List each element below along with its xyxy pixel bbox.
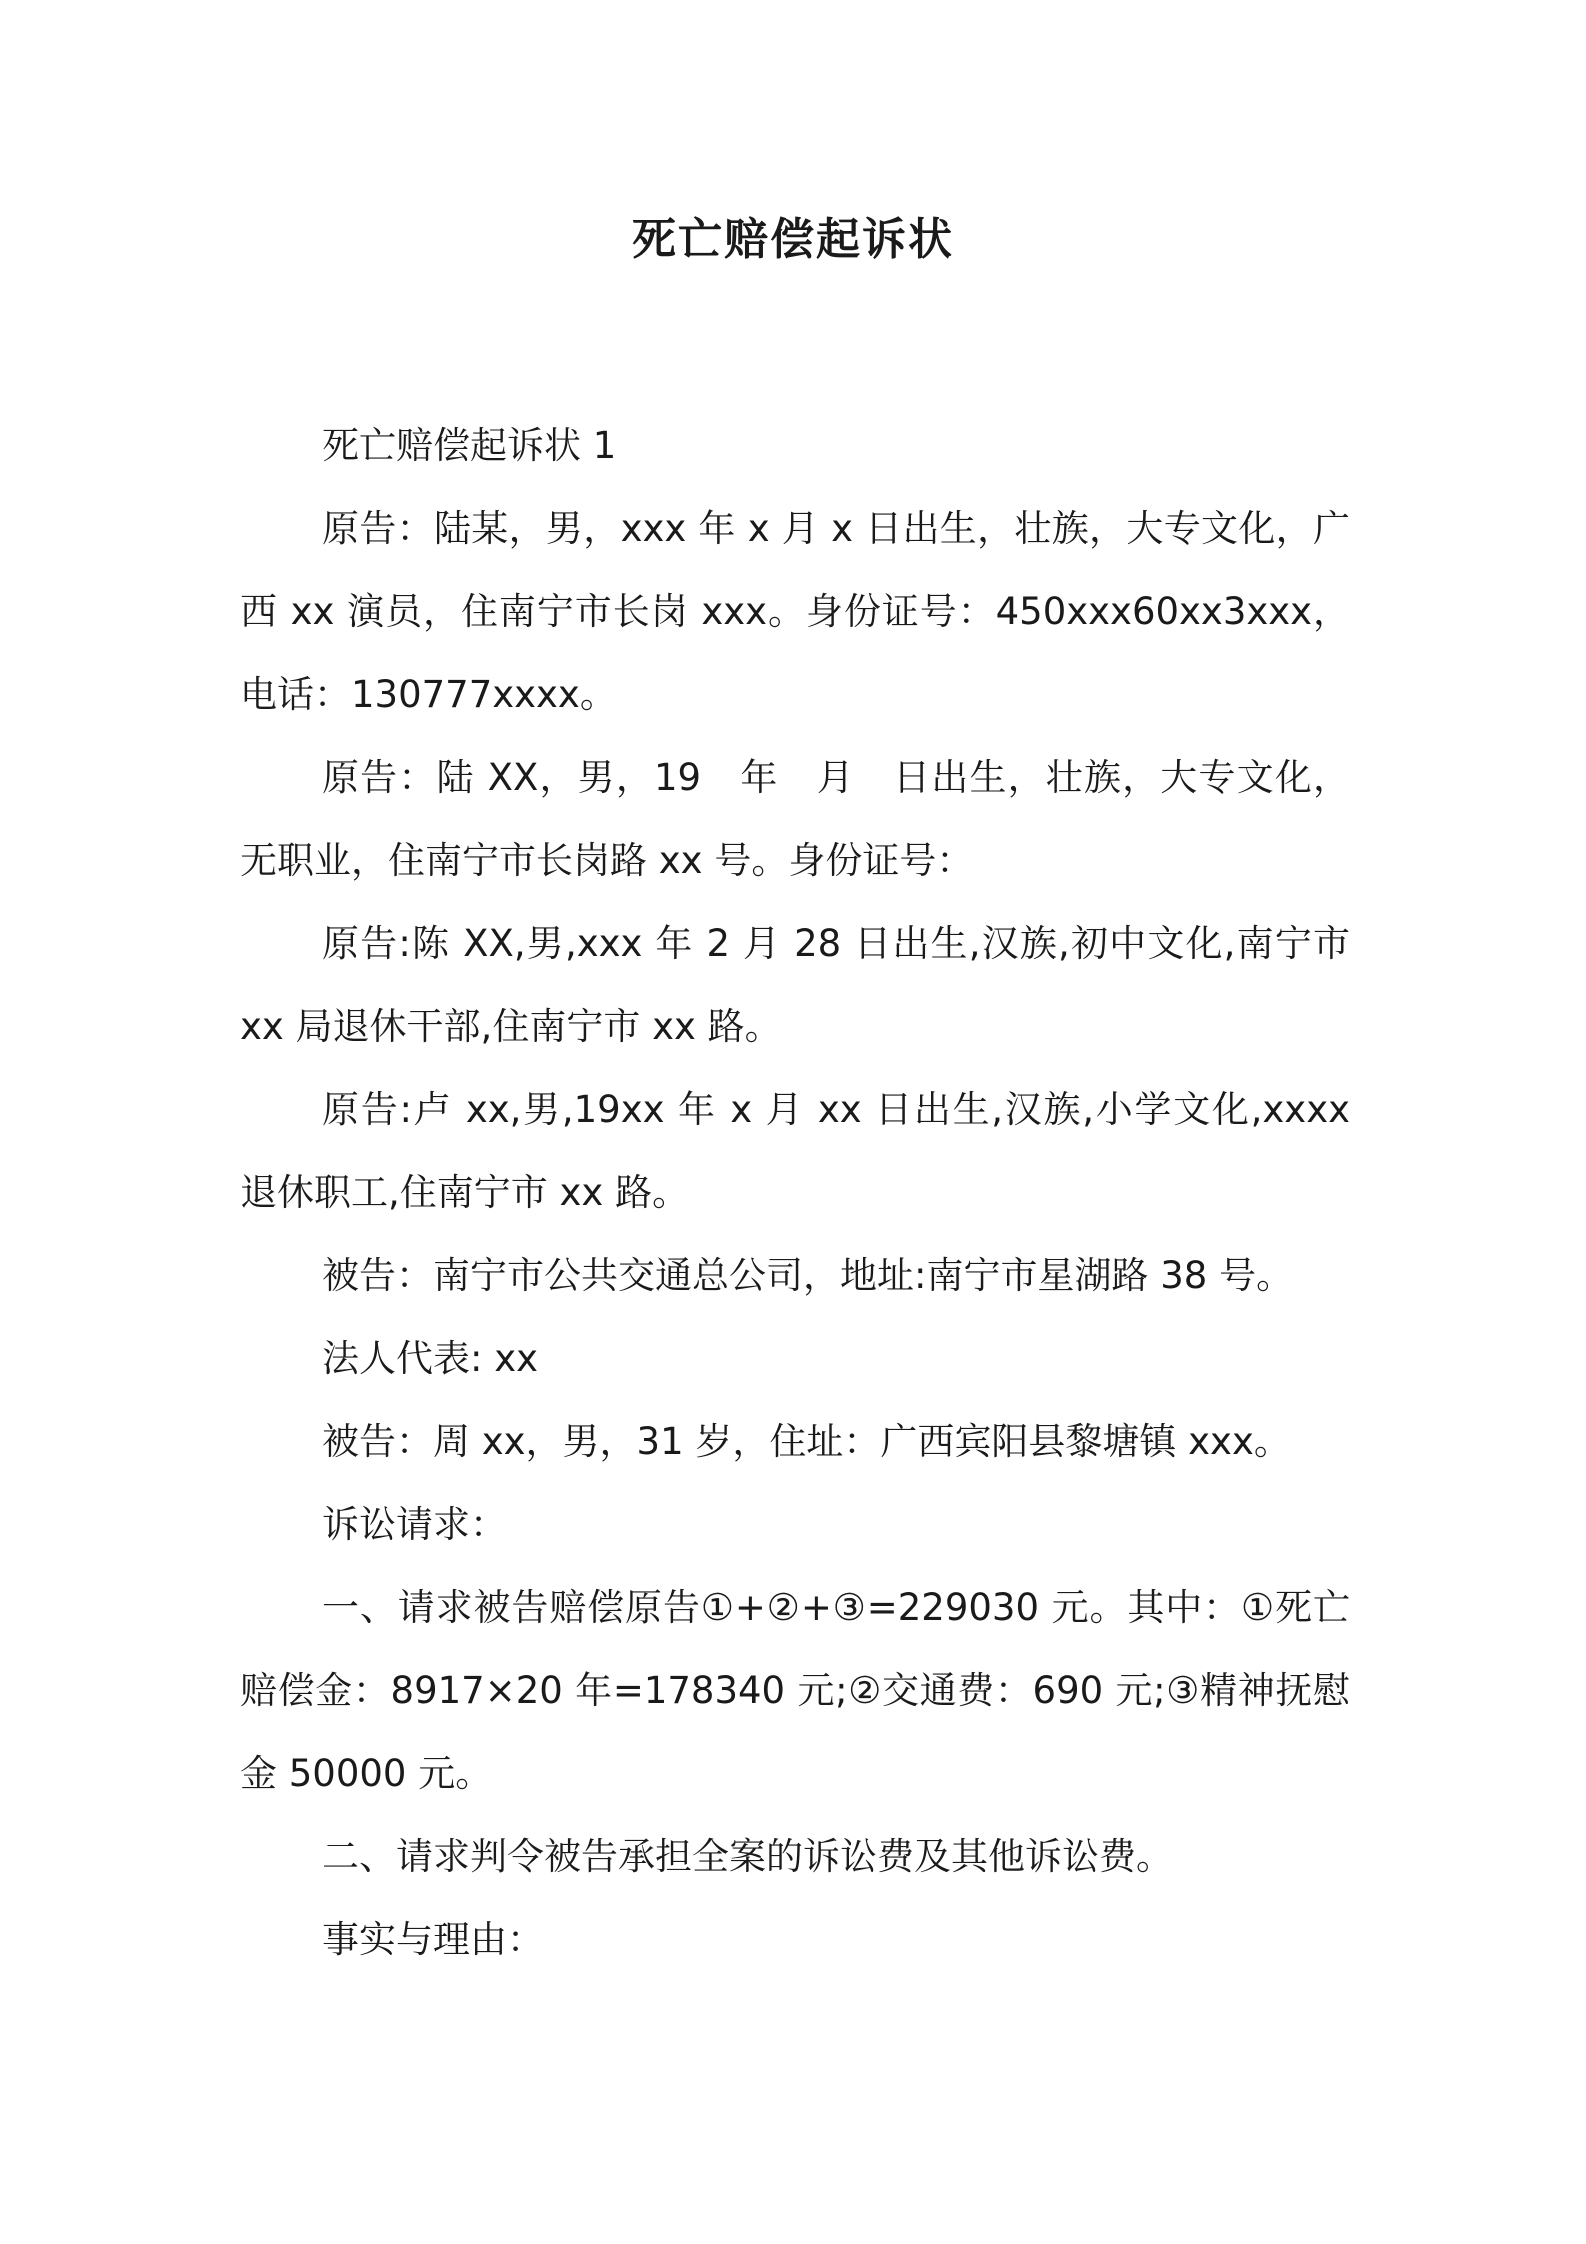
legal-representative-paragraph: 法人代表: xx	[322, 1337, 539, 1380]
subtitle-paragraph: 死亡赔偿起诉状 1	[322, 424, 617, 467]
plaintiff-1-paragraph: 原告：陆某，男，xxx 年 x 月 x 日出生，壮族，大专文化，广西 xx 演员，住南宁市长岗 xxx。身份证号：450xxx60xx3xxx，电话：130777xxxx。	[240, 507, 1350, 716]
defendant-1-paragraph: 被告：南宁市公共交通总公司，地址:南宁市星湖路 38 号。	[322, 1254, 1294, 1297]
plaintiff-4-paragraph: 原告:卢 xx,男,19xx 年 x 月 xx 日出生,汉族,小学文化,xxxx 退休职工,住南宁市 xx 路。	[240, 1088, 1350, 1214]
claim-2-paragraph: 二、请求判令被告承担全案的诉讼费及其他诉讼费。	[322, 1835, 1173, 1878]
defendant-2-paragraph: 被告：周 xx，男，31 岁，住址：广西宾阳县黎塘镇 xxx。	[322, 1420, 1291, 1463]
claim-1-paragraph: 一、请求被告赔偿原告①+②+③=229030 元。其中：①死亡赔偿金：8917×20 年=178340 元;②交通费：690 元;③精神抚慰金 50000 元。	[240, 1586, 1350, 1795]
document-title: 死亡赔偿起诉状	[632, 214, 954, 265]
claims-heading: 诉讼请求：	[322, 1503, 507, 1546]
document-body	[240, 404, 1350, 1981]
plaintiff-2-paragraph: 原告：陆 XX，男，19 年 月 日出生，壮族，大专文化，无职业，住南宁市长岗路 xx 号。身份证号：	[240, 756, 1350, 882]
plaintiff-3-paragraph: 原告:陈 XX,男,xxx 年 2 月 28 日出生,汉族,初中文化,南宁市 xx 局退休干部,住南宁市 xx 路。	[240, 922, 1350, 1048]
facts-heading: 事实与理由：	[322, 1918, 544, 1961]
